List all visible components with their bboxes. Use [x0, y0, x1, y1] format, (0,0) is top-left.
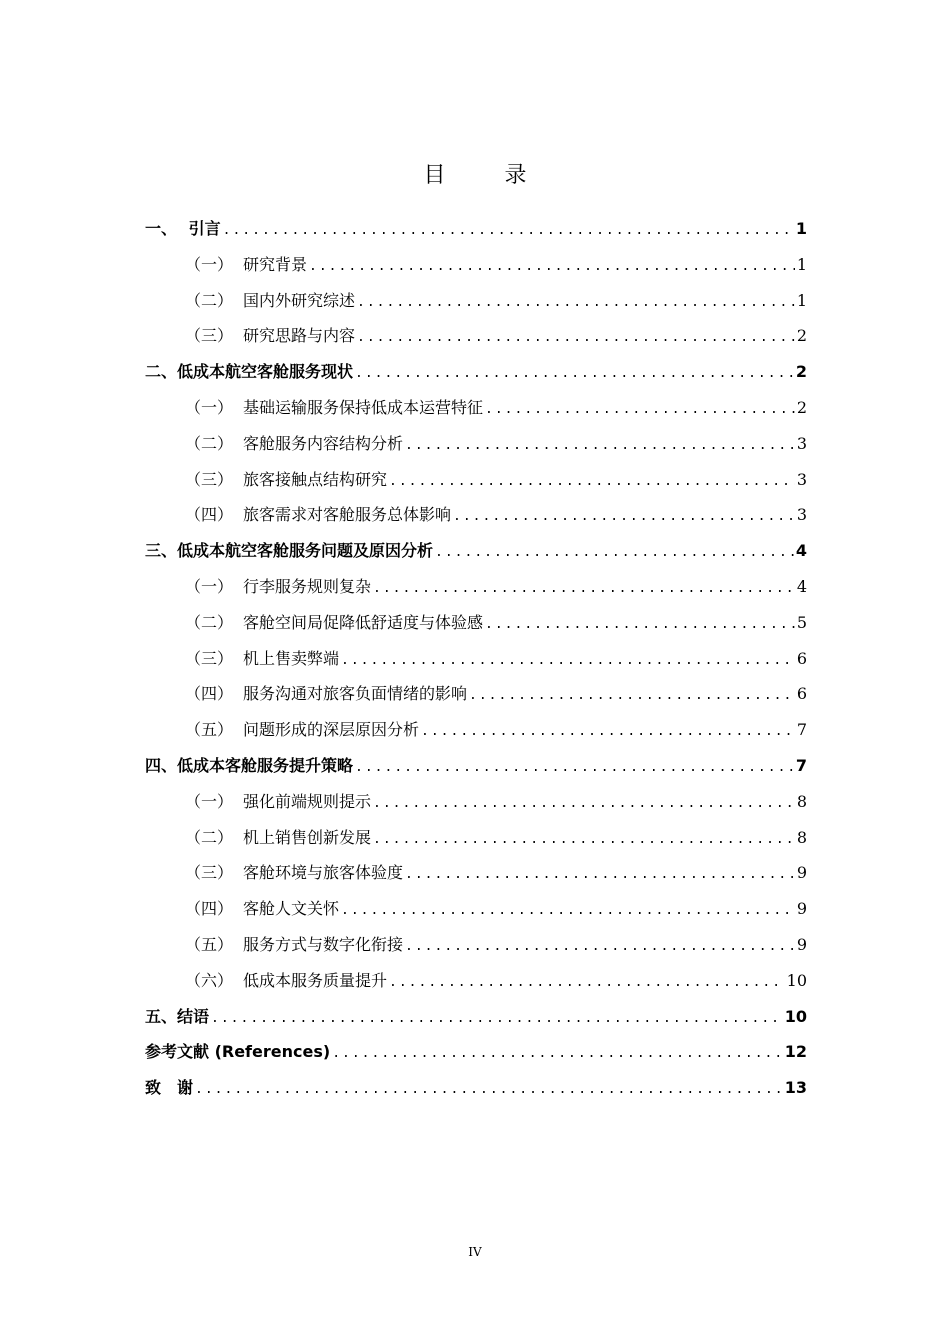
toc-entry-label: 客舱环境与旅客体验度 — [243, 863, 404, 883]
toc-entry-number: 五、 — [145, 1006, 178, 1026]
toc-entry-label: 研究思路与内容 — [243, 326, 356, 346]
toc-entry-page: 7 — [796, 720, 807, 740]
toc-dot-leader — [373, 571, 795, 607]
toc-entry-label: 旅客需求对客舱服务总体影响 — [243, 505, 452, 525]
toc-entry-number: （三） — [185, 863, 234, 883]
toc-entry-number: （一） — [185, 254, 234, 274]
toc-entry[interactable] — [145, 247, 807, 283]
toc-entry-page: 2 — [796, 397, 807, 417]
toc-entry-number: 一、 — [145, 219, 178, 238]
toc-entry-page: 6 — [796, 648, 807, 668]
toc-entry-page: 1 — [796, 254, 807, 274]
toc-entry-page: 9 — [796, 934, 807, 954]
toc-entry-number: （二） — [185, 433, 234, 453]
toc-entry-number: （一） — [185, 397, 234, 417]
toc-entry-page: 3 — [796, 469, 807, 489]
toc-entry[interactable] — [145, 569, 807, 605]
toc-entry-label: 问题形成的深层原因分析 — [243, 720, 420, 740]
toc-entry-page: 3 — [796, 505, 807, 525]
toc-entry[interactable] — [145, 641, 807, 677]
toc-entry-page: 8 — [796, 791, 807, 811]
toc-entry-page: 7 — [795, 755, 807, 775]
toc-entry-page: 12 — [784, 1042, 807, 1062]
toc-entry-number: （四） — [185, 505, 234, 525]
toc-dot-leader — [435, 535, 794, 571]
toc-dot-leader — [341, 643, 795, 679]
toc-entry[interactable] — [145, 318, 807, 354]
toc-dot-leader — [485, 392, 795, 428]
toc-entry-number: （二） — [185, 290, 234, 310]
toc-entry-number: （六） — [185, 970, 234, 990]
toc-dot-leader — [195, 1072, 783, 1108]
toc-entry-number: （二） — [185, 612, 234, 632]
toc-entry-page: 2 — [795, 362, 807, 382]
toc-entry-label: 参考文献 (References) — [145, 1042, 331, 1062]
toc-entry-page: 8 — [796, 827, 807, 847]
toc-entry-page: 1 — [795, 219, 807, 238]
toc-entry[interactable] — [145, 426, 807, 462]
toc-entry-page: 9 — [796, 863, 807, 883]
toc-entry-label: 机上销售创新发展 — [243, 827, 372, 847]
toc-entry[interactable] — [145, 1070, 807, 1106]
toc-dot-leader — [405, 857, 795, 893]
toc-dot-leader — [469, 678, 795, 714]
toc-entry-number: （四） — [185, 899, 234, 919]
toc-dot-leader — [373, 822, 795, 858]
toc-entry-label: 引言 — [188, 219, 221, 238]
toc-entry-label: 低成本航空客舱服务问题及原因分析 — [177, 541, 434, 561]
toc-entry[interactable] — [145, 390, 807, 426]
toc-dot-leader — [421, 714, 795, 750]
toc-entry[interactable] — [145, 963, 807, 999]
toc-dot-leader — [357, 320, 795, 356]
toc-entry-number: （二） — [185, 827, 234, 847]
toc-entry-number: （一） — [185, 576, 234, 596]
toc-entry-label: 服务沟通对旅客负面情绪的影响 — [243, 684, 468, 704]
toc-entry-label: 客舱空间局促降低舒适度与体验感 — [243, 612, 484, 632]
toc-dot-leader — [389, 965, 785, 1001]
toc-dot-leader — [211, 1001, 783, 1037]
toc-entry-label: 结语 — [177, 1006, 210, 1026]
toc-dot-leader — [357, 285, 795, 321]
toc-entry[interactable] — [145, 712, 807, 748]
toc-entry-page: 9 — [796, 899, 807, 919]
toc-entry[interactable] — [145, 784, 807, 820]
toc-entry[interactable] — [145, 533, 807, 569]
toc-entry-page: 4 — [796, 576, 807, 596]
toc-dot-leader — [453, 499, 795, 535]
toc-entry-page: 4 — [795, 541, 807, 561]
toc-entry-label: 国内外研究综述 — [243, 290, 356, 310]
toc-entry-page: 5 — [796, 612, 807, 632]
toc-list — [145, 211, 807, 1106]
toc-entry-number: 二、 — [145, 362, 178, 382]
toc-entry-number: （一） — [185, 791, 234, 811]
toc-entry[interactable] — [145, 855, 807, 891]
toc-entry[interactable] — [145, 891, 807, 927]
toc-entry[interactable] — [145, 999, 807, 1035]
toc-entry-label: 低成本航空客舱服务现状 — [177, 362, 354, 382]
toc-entry[interactable] — [145, 927, 807, 963]
toc-entry-label: 低成本服务质量提升 — [243, 970, 388, 990]
toc-entry-label: 强化前端规则提示 — [243, 791, 372, 811]
toc-entry-label: 旅客接触点结构研究 — [243, 469, 388, 489]
toc-dot-leader — [355, 750, 794, 786]
toc-entry-page: 10 — [784, 1006, 807, 1026]
toc-entry-label: 行李服务规则复杂 — [243, 576, 372, 596]
toc-dot-leader — [389, 464, 795, 500]
toc-entry-page: 6 — [796, 684, 807, 704]
toc-entry-number: （五） — [185, 720, 234, 740]
toc-dot-leader — [341, 893, 795, 929]
toc-entry-page: 2 — [796, 326, 807, 346]
toc-dot-leader — [223, 213, 794, 249]
toc-entry-page: 1 — [796, 290, 807, 310]
page-number: IV — [468, 1245, 482, 1259]
toc-entry[interactable] — [145, 676, 807, 712]
toc-dot-leader — [485, 607, 795, 643]
toc-entry-number: （三） — [185, 326, 234, 346]
toc-entry[interactable] — [145, 354, 807, 390]
toc-entry-label: 机上售卖弊端 — [243, 648, 340, 668]
toc-entry[interactable] — [145, 605, 807, 641]
toc-entry-label: 基础运输服务保持低成本运营特征 — [243, 397, 484, 417]
toc-entry-page: 10 — [786, 970, 807, 990]
toc-title: 目 录 — [423, 163, 553, 188]
toc-dot-leader — [332, 1036, 783, 1072]
toc-entry-number: （三） — [185, 469, 234, 489]
toc-entry-page: 3 — [796, 433, 807, 453]
toc-entry-label: 致 谢 — [145, 1078, 194, 1098]
toc-entry-label: 低成本客舱服务提升策略 — [177, 755, 354, 775]
toc-dot-leader — [309, 249, 795, 285]
toc-entry-page: 13 — [784, 1078, 807, 1098]
toc-entry[interactable] — [145, 462, 807, 498]
toc-dot-leader — [405, 428, 795, 464]
toc-entry-number: （三） — [185, 648, 234, 668]
toc-entry[interactable] — [145, 1034, 807, 1070]
toc-entry-label: 客舱人文关怀 — [243, 899, 340, 919]
toc-dot-leader — [405, 929, 795, 965]
toc-entry-number: 三、 — [145, 541, 178, 561]
toc-entry[interactable] — [145, 211, 807, 247]
toc-entry-label: 服务方式与数字化衔接 — [243, 934, 404, 954]
toc-entry-number: 四、 — [145, 755, 178, 775]
toc-entry-label: 客舱服务内容结构分析 — [243, 433, 404, 453]
toc-dot-leader — [373, 786, 795, 822]
toc-entry[interactable] — [145, 283, 807, 319]
toc-entry[interactable] — [145, 497, 807, 533]
toc-entry-label: 研究背景 — [243, 254, 308, 274]
toc-entry[interactable] — [145, 748, 807, 784]
toc-dot-leader — [355, 356, 794, 392]
toc-entry-number: （五） — [185, 934, 234, 954]
toc-entry[interactable] — [145, 820, 807, 856]
toc-entry-number: （四） — [185, 684, 234, 704]
